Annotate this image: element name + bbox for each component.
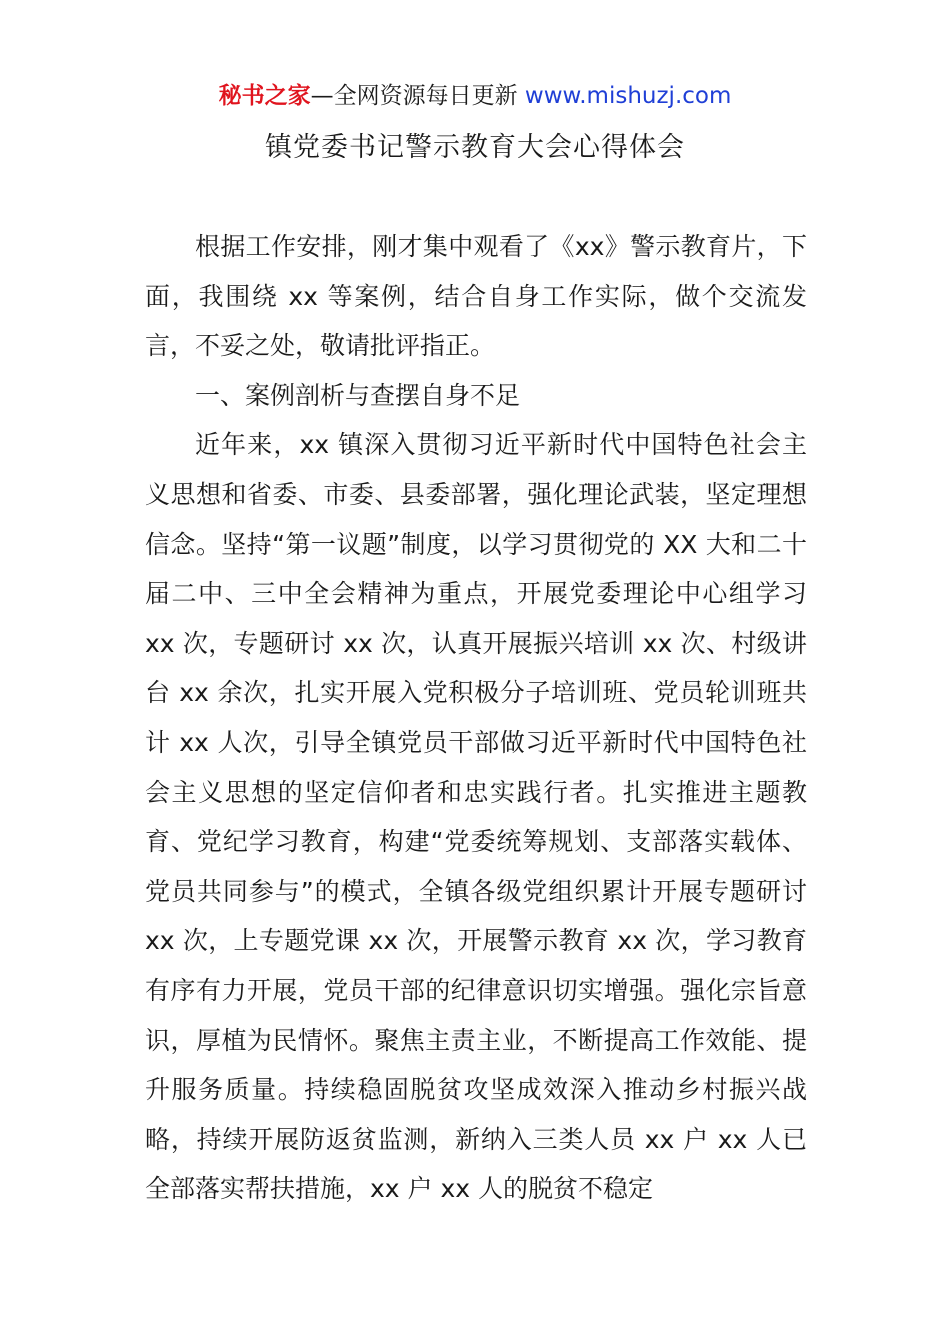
document-title: 镇党委书记警示教育大会心得体会 bbox=[265, 132, 685, 163]
site-header bbox=[0, 80, 950, 112]
site-url-link[interactable]: www.mishuzj.com bbox=[524, 83, 732, 109]
intro-paragraph: 根据工作安排，刚才集中观看了《xx》警示教育片，下面，我围绕 xx 等案例，结合自身工作实际，做个交流发言，不妥之处，敬请批评指正。 bbox=[145, 232, 807, 361]
header-tagline: —全网资源每日更新 bbox=[310, 83, 518, 109]
body-paragraph: 近年来，xx 镇深入贯彻习近平新时代中国特色社会主义思想和省委、市委、县委部署，强化理论武装，坚定理想信念。坚持“第一议题”制度，以学习贯彻党的 XX 大和二十届二中、三中全会精神为重点，开展党委理论中心组学习 xx 次，专题研讨 xx 次，认真开展振兴培训 xx 次、村级讲台 xx 余次，扎实开展入党积极分子培训班、党员轮训班共计 xx 人次，引导全镇党员干部做习近平新时代中国特色社会主义思想的坚定信仰者和忠实践行者。扎实推进主题教育、党纪学习教育，构建“党委统筹规划、支部落实载体、党员共同参与”的模式，全镇各级党组织累计开展专题研讨 xx 次，上专题党课 xx 次，开展警示教育 xx 次，学习教育有序有力开展，党员干部的纪律意识切实增强。强化宗旨意识，厚植为民情怀。聚焦主责主业，不断提高工作效能、提升服务质量。持续稳固脱贫攻坚成效深入推动乡村振兴战略，持续开展防返贫监测，新纳入三类人员 xx 户 xx 人已全部落实帮扶措施，xx 户 xx 人的脱贫不稳定 bbox=[145, 430, 807, 1204]
brand-name: 秘书之家 bbox=[218, 83, 311, 109]
document-body bbox=[145, 222, 807, 1214]
section-heading: 一、案例剖析与查摆自身不足 bbox=[195, 380, 521, 410]
